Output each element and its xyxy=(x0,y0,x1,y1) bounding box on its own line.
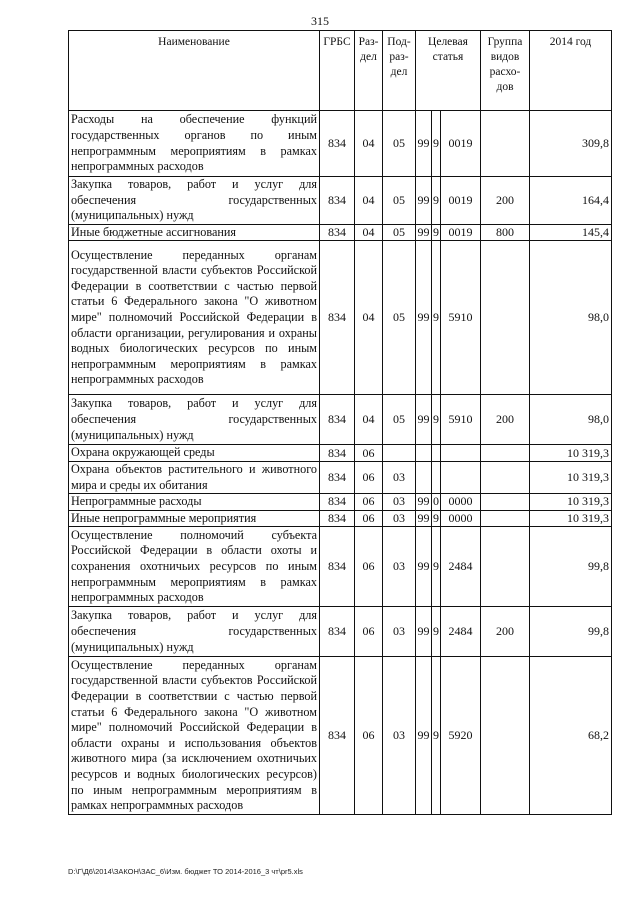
row-grbs: 834 xyxy=(320,527,355,607)
row-target-subprogram: 0 xyxy=(433,494,439,509)
row-target-program: 99 xyxy=(416,177,432,225)
row-target-direction: 2484 xyxy=(441,607,481,657)
row-name: Осуществление полномочий субъекта Российской Федерации в области охоты и сохранения охотничьих ресурсов по иным непрограммным мероприятиям в рамках непрограммных расходов xyxy=(69,527,320,607)
header-podrazdel: Под-раз-дел xyxy=(383,31,416,111)
row-razdel: 06 xyxy=(355,445,383,462)
header-target: Целевая статья xyxy=(416,31,481,111)
row-target-program xyxy=(416,461,432,493)
row-expense-group xyxy=(481,445,530,462)
row-name: Непрограммные расходы xyxy=(69,494,320,511)
row-name: Закупка товаров, работ и услуг для обеспечения государственных (муниципальных) нужд xyxy=(69,177,320,225)
row-target-direction: 0000 xyxy=(441,494,481,511)
row-name: Охрана объектов растительного и животного мира и среды их обитания xyxy=(69,461,320,493)
row-target-subprogram: 9 xyxy=(432,111,441,177)
row-target-direction: 0019 xyxy=(441,224,481,241)
row-amount: 10 319,3 xyxy=(530,510,612,527)
row-amount: 99,8 xyxy=(530,527,612,607)
row-target-program: 99 xyxy=(417,494,430,509)
row-razdel: 04 xyxy=(355,395,383,445)
table-row xyxy=(69,657,612,815)
row-target-subprogram xyxy=(432,461,441,493)
row-expense-group: 800 xyxy=(481,224,530,241)
row-target-program: 99 xyxy=(416,395,432,445)
row-razdel: 06 xyxy=(355,527,383,607)
row-amount: 10 319,3 xyxy=(530,461,612,493)
row-expense-group xyxy=(481,461,530,493)
row-amount: 164,4 xyxy=(530,177,612,225)
row-grbs: 834 xyxy=(320,657,355,815)
row-grbs: 834 xyxy=(320,494,355,511)
row-grbs: 834 xyxy=(320,177,355,225)
header-grbs: ГРБС xyxy=(320,31,355,111)
table-row xyxy=(69,461,612,493)
row-amount: 10 319,3 xyxy=(530,445,612,462)
row-podrazdel: 05 xyxy=(383,241,416,395)
table-row xyxy=(69,527,612,607)
row-amount: 145,4 xyxy=(530,224,612,241)
row-razdel: 04 xyxy=(355,111,383,177)
page-number: 315 xyxy=(311,14,329,28)
row-target-program: 99 xyxy=(416,527,432,607)
row-name: Осуществление переданных органам государственной власти субъектов Российской Федерации в соответствии с частью первой статьи 6 Федерального закона "О животном мире" полномочий Российской Федерации в области организации, регулирования и охраны водных биологических ресурсов по иным непрограммным мероприятиям в рамках непрограммных расходов xyxy=(69,241,320,395)
row-podrazdel: 03 xyxy=(383,461,416,493)
row-expense-group xyxy=(481,510,530,527)
table-row xyxy=(69,445,612,462)
row-grbs: 834 xyxy=(320,510,355,527)
row-amount: 98,0 xyxy=(530,241,612,395)
row-target-direction: 5910 xyxy=(441,241,481,395)
row-grbs: 834 xyxy=(320,607,355,657)
row-amount: 309,8 xyxy=(530,111,612,177)
row-razdel: 04 xyxy=(355,241,383,395)
row-name: Иные непрограммные мероприятия xyxy=(69,510,320,527)
row-grbs: 834 xyxy=(320,111,355,177)
row-target-direction: 5910 xyxy=(441,395,481,445)
row-podrazdel: 03 xyxy=(383,510,416,527)
row-podrazdel: 03 xyxy=(383,527,416,607)
row-name: Расходы на обеспечение функций государственных органов по иным непрограммным мероприятиям в рамках непрограммных расходов xyxy=(69,111,320,177)
row-target-direction: 0019 xyxy=(441,111,481,177)
row-razdel: 04 xyxy=(355,224,383,241)
row-target-subprogram: 9 xyxy=(432,395,441,445)
row-target-direction xyxy=(441,445,481,462)
row-expense-group xyxy=(481,241,530,395)
header-group: Группа видов расхо-дов xyxy=(481,31,530,111)
row-name: Иные бюджетные ассигнования xyxy=(69,224,320,241)
table-row xyxy=(69,607,612,657)
header-year: 2014 год xyxy=(530,31,612,111)
budget-table xyxy=(68,30,612,815)
row-name: Закупка товаров, работ и услуг для обеспечения государственных (муниципальных) нужд xyxy=(69,607,320,657)
row-podrazdel: 05 xyxy=(383,395,416,445)
table-row xyxy=(69,224,612,241)
row-target-program: 99 xyxy=(416,607,432,657)
row-target-direction: 0000 xyxy=(441,510,481,527)
row-expense-group xyxy=(481,494,530,511)
row-amount: 99,8 xyxy=(530,607,612,657)
row-podrazdel: 05 xyxy=(383,224,416,241)
row-expense-group xyxy=(481,111,530,177)
row-podrazdel xyxy=(383,445,416,462)
row-razdel: 06 xyxy=(355,494,383,511)
row-grbs: 834 xyxy=(320,395,355,445)
row-target-direction: 5920 xyxy=(441,657,481,815)
row-razdel: 06 xyxy=(355,510,383,527)
row-name: Закупка товаров, работ и услуг для обеспечения государственных (муниципальных) нужд xyxy=(69,395,320,445)
table-row xyxy=(69,241,612,395)
row-amount: 10 319,3 xyxy=(530,494,612,511)
header-name: Наименование xyxy=(69,31,320,111)
row-amount: 68,2 xyxy=(530,657,612,815)
row-grbs: 834 xyxy=(320,461,355,493)
row-razdel: 04 xyxy=(355,177,383,225)
table-row xyxy=(69,494,612,511)
row-target-direction xyxy=(441,461,481,493)
row-podrazdel: 03 xyxy=(383,657,416,815)
row-expense-group: 200 xyxy=(481,177,530,225)
row-target-program: 99 xyxy=(417,225,430,240)
row-target-subprogram: 9 xyxy=(433,225,439,240)
row-podrazdel: 05 xyxy=(383,177,416,225)
row-target-program: 99 xyxy=(416,111,432,177)
row-target-subprogram: 9 xyxy=(433,511,439,526)
table-row xyxy=(69,177,612,225)
table-row xyxy=(69,395,612,445)
row-target-subprogram xyxy=(432,445,441,462)
row-grbs: 834 xyxy=(320,445,355,462)
row-expense-group xyxy=(481,527,530,607)
row-target-subprogram: 9 xyxy=(432,241,441,395)
row-razdel: 06 xyxy=(355,461,383,493)
table-row xyxy=(69,510,612,527)
table-row xyxy=(69,111,612,177)
table-body xyxy=(69,111,612,815)
row-podrazdel: 03 xyxy=(383,607,416,657)
row-target-subprogram: 9 xyxy=(432,657,441,815)
row-target-direction: 0019 xyxy=(441,177,481,225)
row-amount: 98,0 xyxy=(530,395,612,445)
row-target-direction: 2484 xyxy=(441,527,481,607)
row-expense-group: 200 xyxy=(481,395,530,445)
row-expense-group xyxy=(481,657,530,815)
row-podrazdel: 05 xyxy=(383,111,416,177)
row-expense-group: 200 xyxy=(481,607,530,657)
row-target-subprogram: 9 xyxy=(432,527,441,607)
row-grbs: 834 xyxy=(320,224,355,241)
row-target-program: 99 xyxy=(416,241,432,395)
row-target-subprogram: 9 xyxy=(432,607,441,657)
row-target-program xyxy=(416,445,432,462)
file-path-footer: D:\Г\Д6\2014\ЗАКОН\ЗАС_6\Изм. бюджет ТО 2014-2016_3 чт\pr5.xls xyxy=(68,867,303,876)
table-header-row xyxy=(69,31,612,111)
row-target-subprogram: 9 xyxy=(432,177,441,225)
row-podrazdel: 03 xyxy=(383,494,416,511)
header-razdel: Раз-дел xyxy=(355,31,383,111)
row-razdel: 06 xyxy=(355,607,383,657)
row-target-program: 99 xyxy=(416,657,432,815)
row-grbs: 834 xyxy=(320,241,355,395)
row-name: Охрана окружающей среды xyxy=(69,445,320,462)
row-razdel: 06 xyxy=(355,657,383,815)
row-target-program: 99 xyxy=(417,511,430,526)
row-name: Осуществление переданных органам государственной власти субъектов Российской Федерации в соответствии с частью первой статьи 6 Федерального закона "О животном мире" полномочий Российской Федерации в области охраны и использования объектов животного мира (за исключением охотничьих ресурсов и водных биологических ресурсов) по иным непрограммным мероприятиям в рамках непрограммных расходов xyxy=(69,657,320,815)
